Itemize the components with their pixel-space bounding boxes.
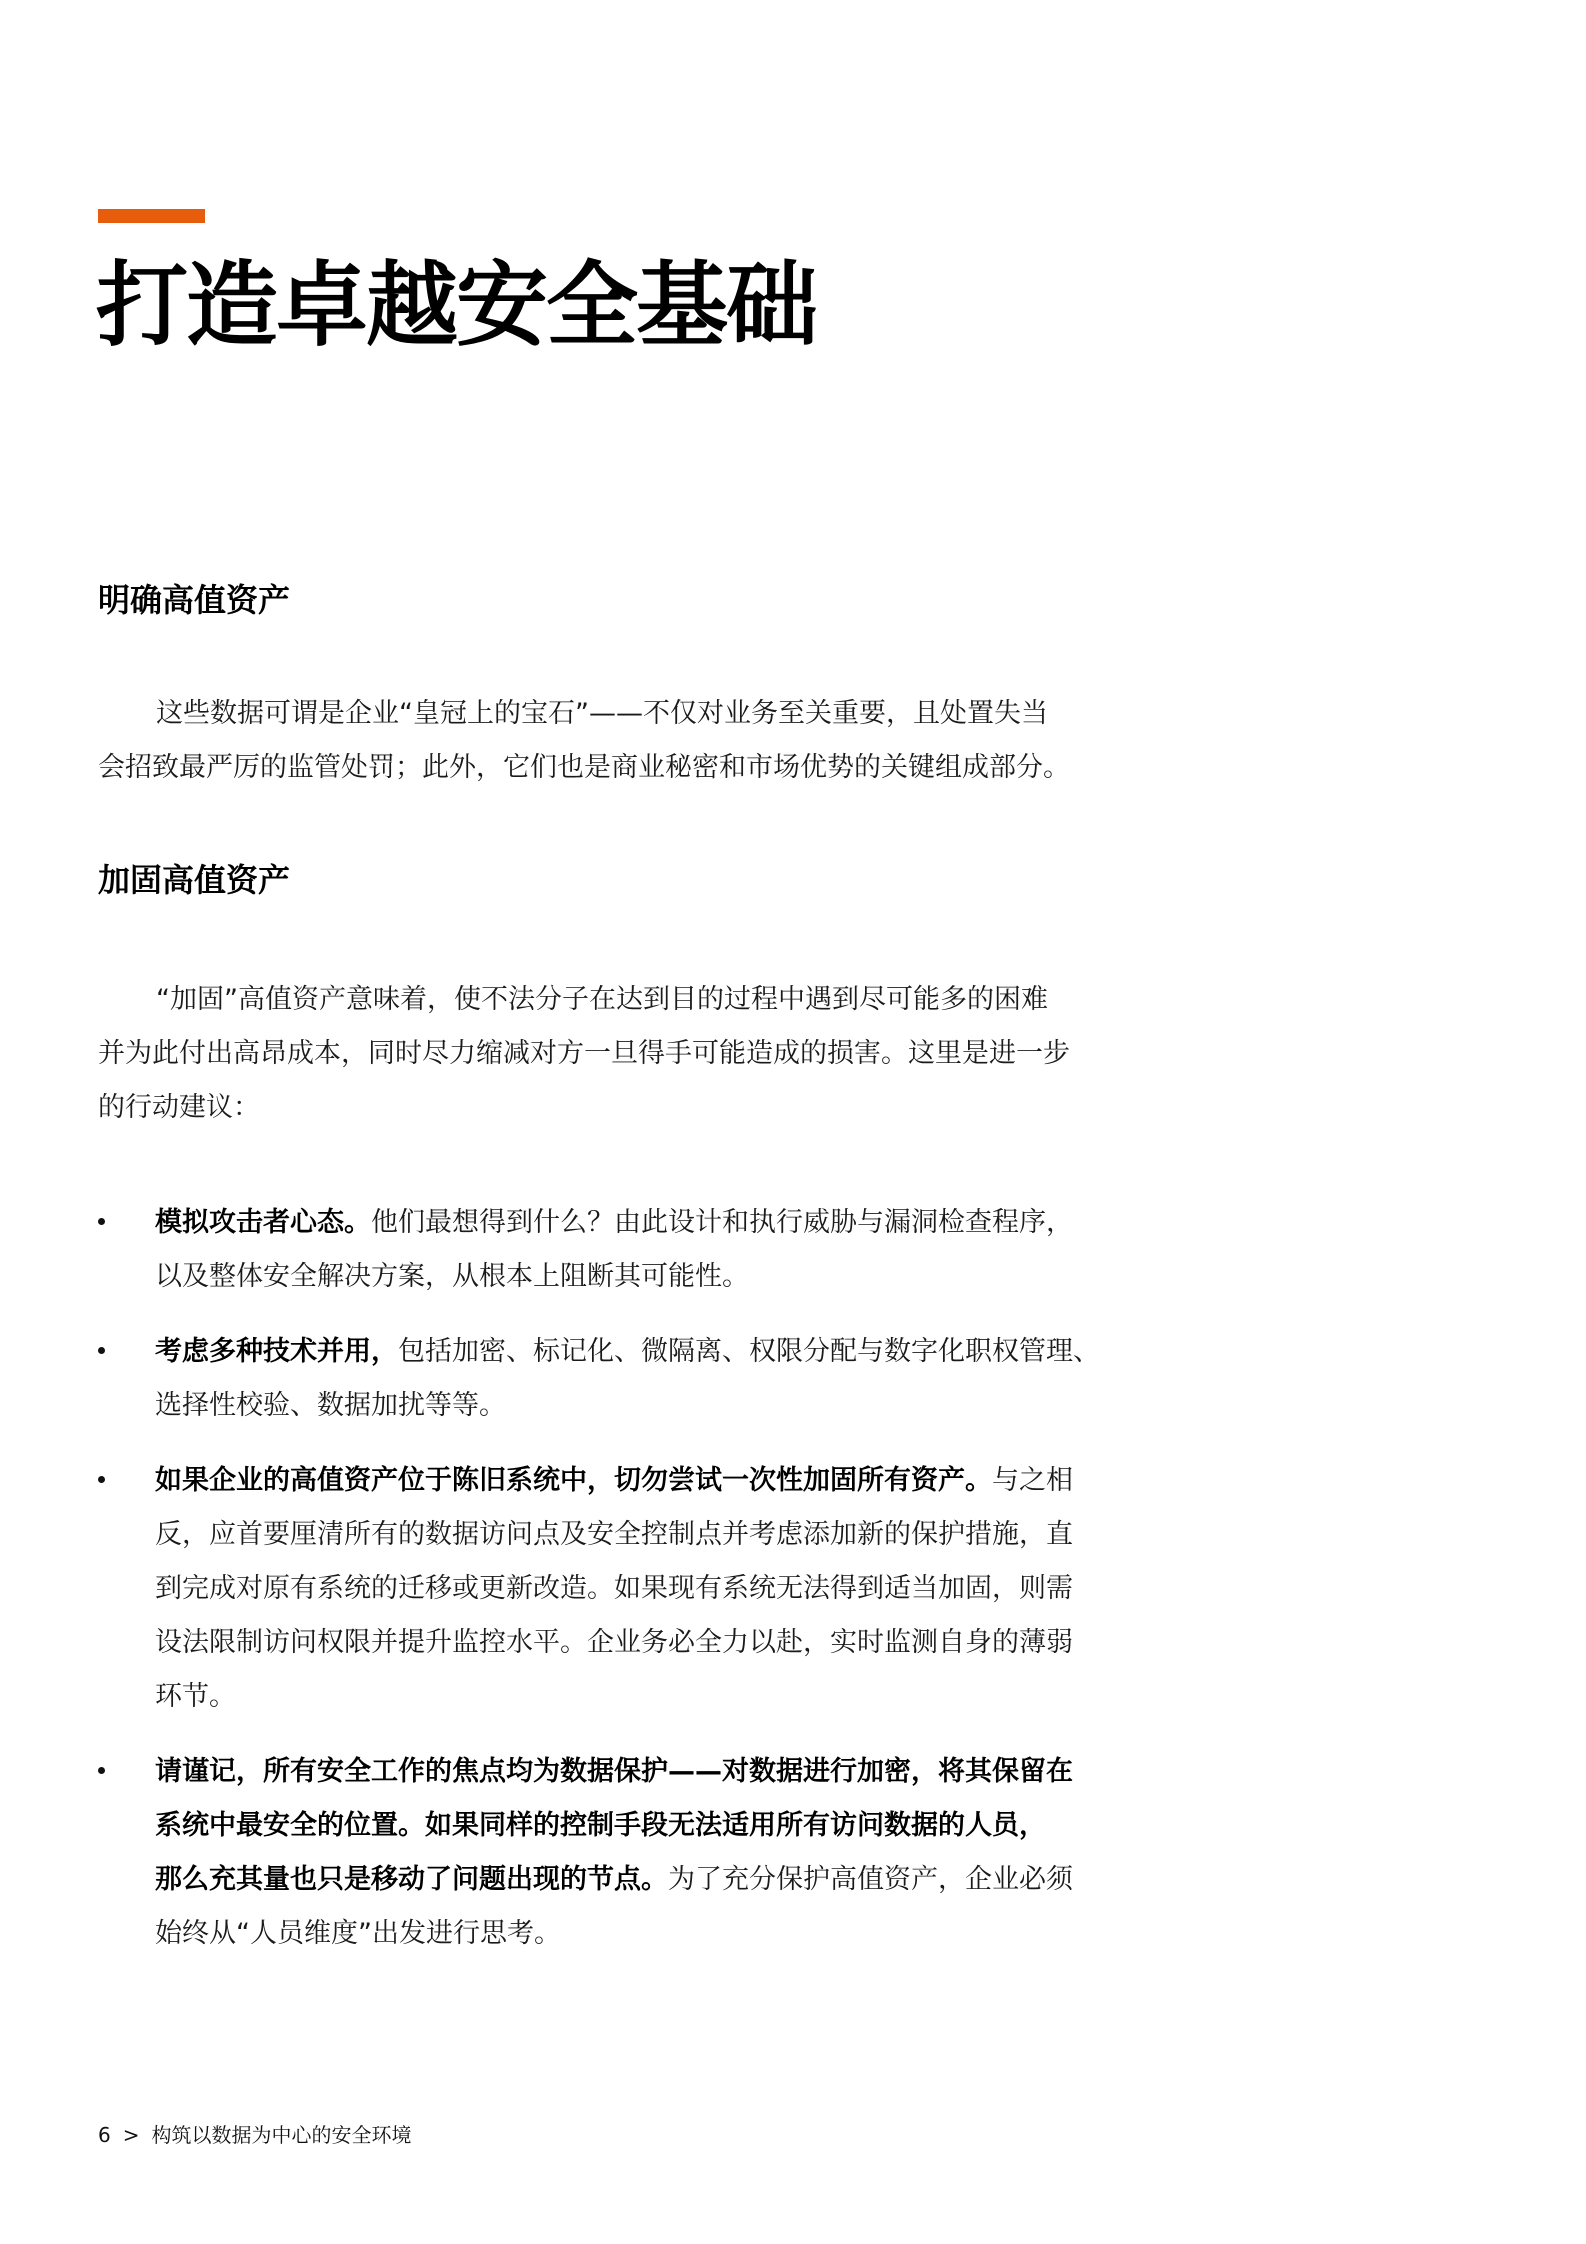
paragraph-line: 这些数据可谓是企业“皇冠上的宝石”——不仅对业务至关重要，且处置失当 — [156, 698, 1048, 729]
document-title: 构筑以数据为中心的安全环境 — [151, 2123, 412, 2147]
breadcrumb-separator: > — [122, 2123, 140, 2147]
bullet-text: 反，应首要厘清所有的数据访问点及安全控制点并考虑添加新的保护措施，直 — [155, 1519, 1073, 1550]
bullet-icon — [98, 1218, 105, 1225]
list-item-multiple-technologies — [98, 1325, 1158, 1433]
page-number: 6 — [98, 2123, 111, 2147]
paragraph-line: 会招致最严厉的监管处罚；此外，它们也是商业秘密和市场优势的关键组成部分。 — [98, 752, 1070, 783]
paragraph-identify — [98, 687, 1158, 795]
bullet-text: 包括加密、标记化、微隔离、权限分配与数字化职权管理、 — [398, 1336, 1100, 1367]
bullet-lead: 系统中最安全的位置。如果同样的控制手段无法适用所有访问数据的人员， — [155, 1810, 1046, 1841]
paragraph-line: 的行动建议： — [98, 1092, 260, 1123]
page-footer — [98, 2121, 412, 2149]
section-heading-harden: 加固高值资产 — [98, 861, 291, 899]
bullet-lead: 那么充其量也只是移动了问题出现的节点。 — [155, 1864, 668, 1895]
bullet-lead: 考虑多种技术并用， — [155, 1336, 398, 1367]
bullet-text: 以及整体安全解决方案，从根本上阻断其可能性。 — [155, 1261, 749, 1292]
bullet-icon — [98, 1476, 105, 1483]
accent-bar — [98, 209, 205, 223]
list-item-attacker-mindset — [98, 1196, 1158, 1304]
page-title: 打造卓越安全基础 — [96, 252, 817, 359]
bullet-text: 与之相 — [992, 1465, 1073, 1496]
bullet-text: 选择性校验、数据加扰等等。 — [155, 1390, 506, 1421]
bullet-text: 环节。 — [155, 1681, 236, 1712]
bullet-text: 为了充分保护高值资产，企业必须 — [668, 1864, 1073, 1895]
bullet-text: 他们最想得到什么？由此设计和执行威胁与漏洞检查程序， — [371, 1207, 1073, 1238]
paragraph-harden — [98, 973, 1158, 1135]
bullet-text: 始终从“人员维度”出发进行思考。 — [155, 1918, 561, 1949]
bullet-icon — [98, 1767, 105, 1774]
list-item-legacy-systems — [98, 1454, 1158, 1724]
bullet-lead: 模拟攻击者心态。 — [155, 1207, 371, 1238]
recommendation-list — [98, 1196, 1158, 1982]
paragraph-line: 并为此付出高昂成本，同时尽力缩减对方一旦得手可能造成的损害。这里是进一步 — [98, 1038, 1070, 1069]
section-heading-identify: 明确高值资产 — [98, 581, 291, 619]
bullet-text: 到完成对原有系统的迁移或更新改造。如果现有系统无法得到适当加固，则需 — [155, 1573, 1073, 1604]
bullet-icon — [98, 1347, 105, 1354]
bullet-lead: 如果企业的高值资产位于陈旧系统中，切勿尝试一次性加固所有资产。 — [155, 1465, 992, 1496]
bullet-text: 设法限制访问权限并提升监控水平。企业务必全力以赴，实时监测自身的薄弱 — [155, 1627, 1073, 1658]
paragraph-line: “加固”高值资产意味着，使不法分子在达到目的过程中遇到尽可能多的困难 — [156, 984, 1048, 1015]
bullet-lead: 请谨记，所有安全工作的焦点均为数据保护——对数据进行加密，将其保留在 — [155, 1756, 1073, 1787]
list-item-data-protection — [98, 1745, 1158, 1961]
